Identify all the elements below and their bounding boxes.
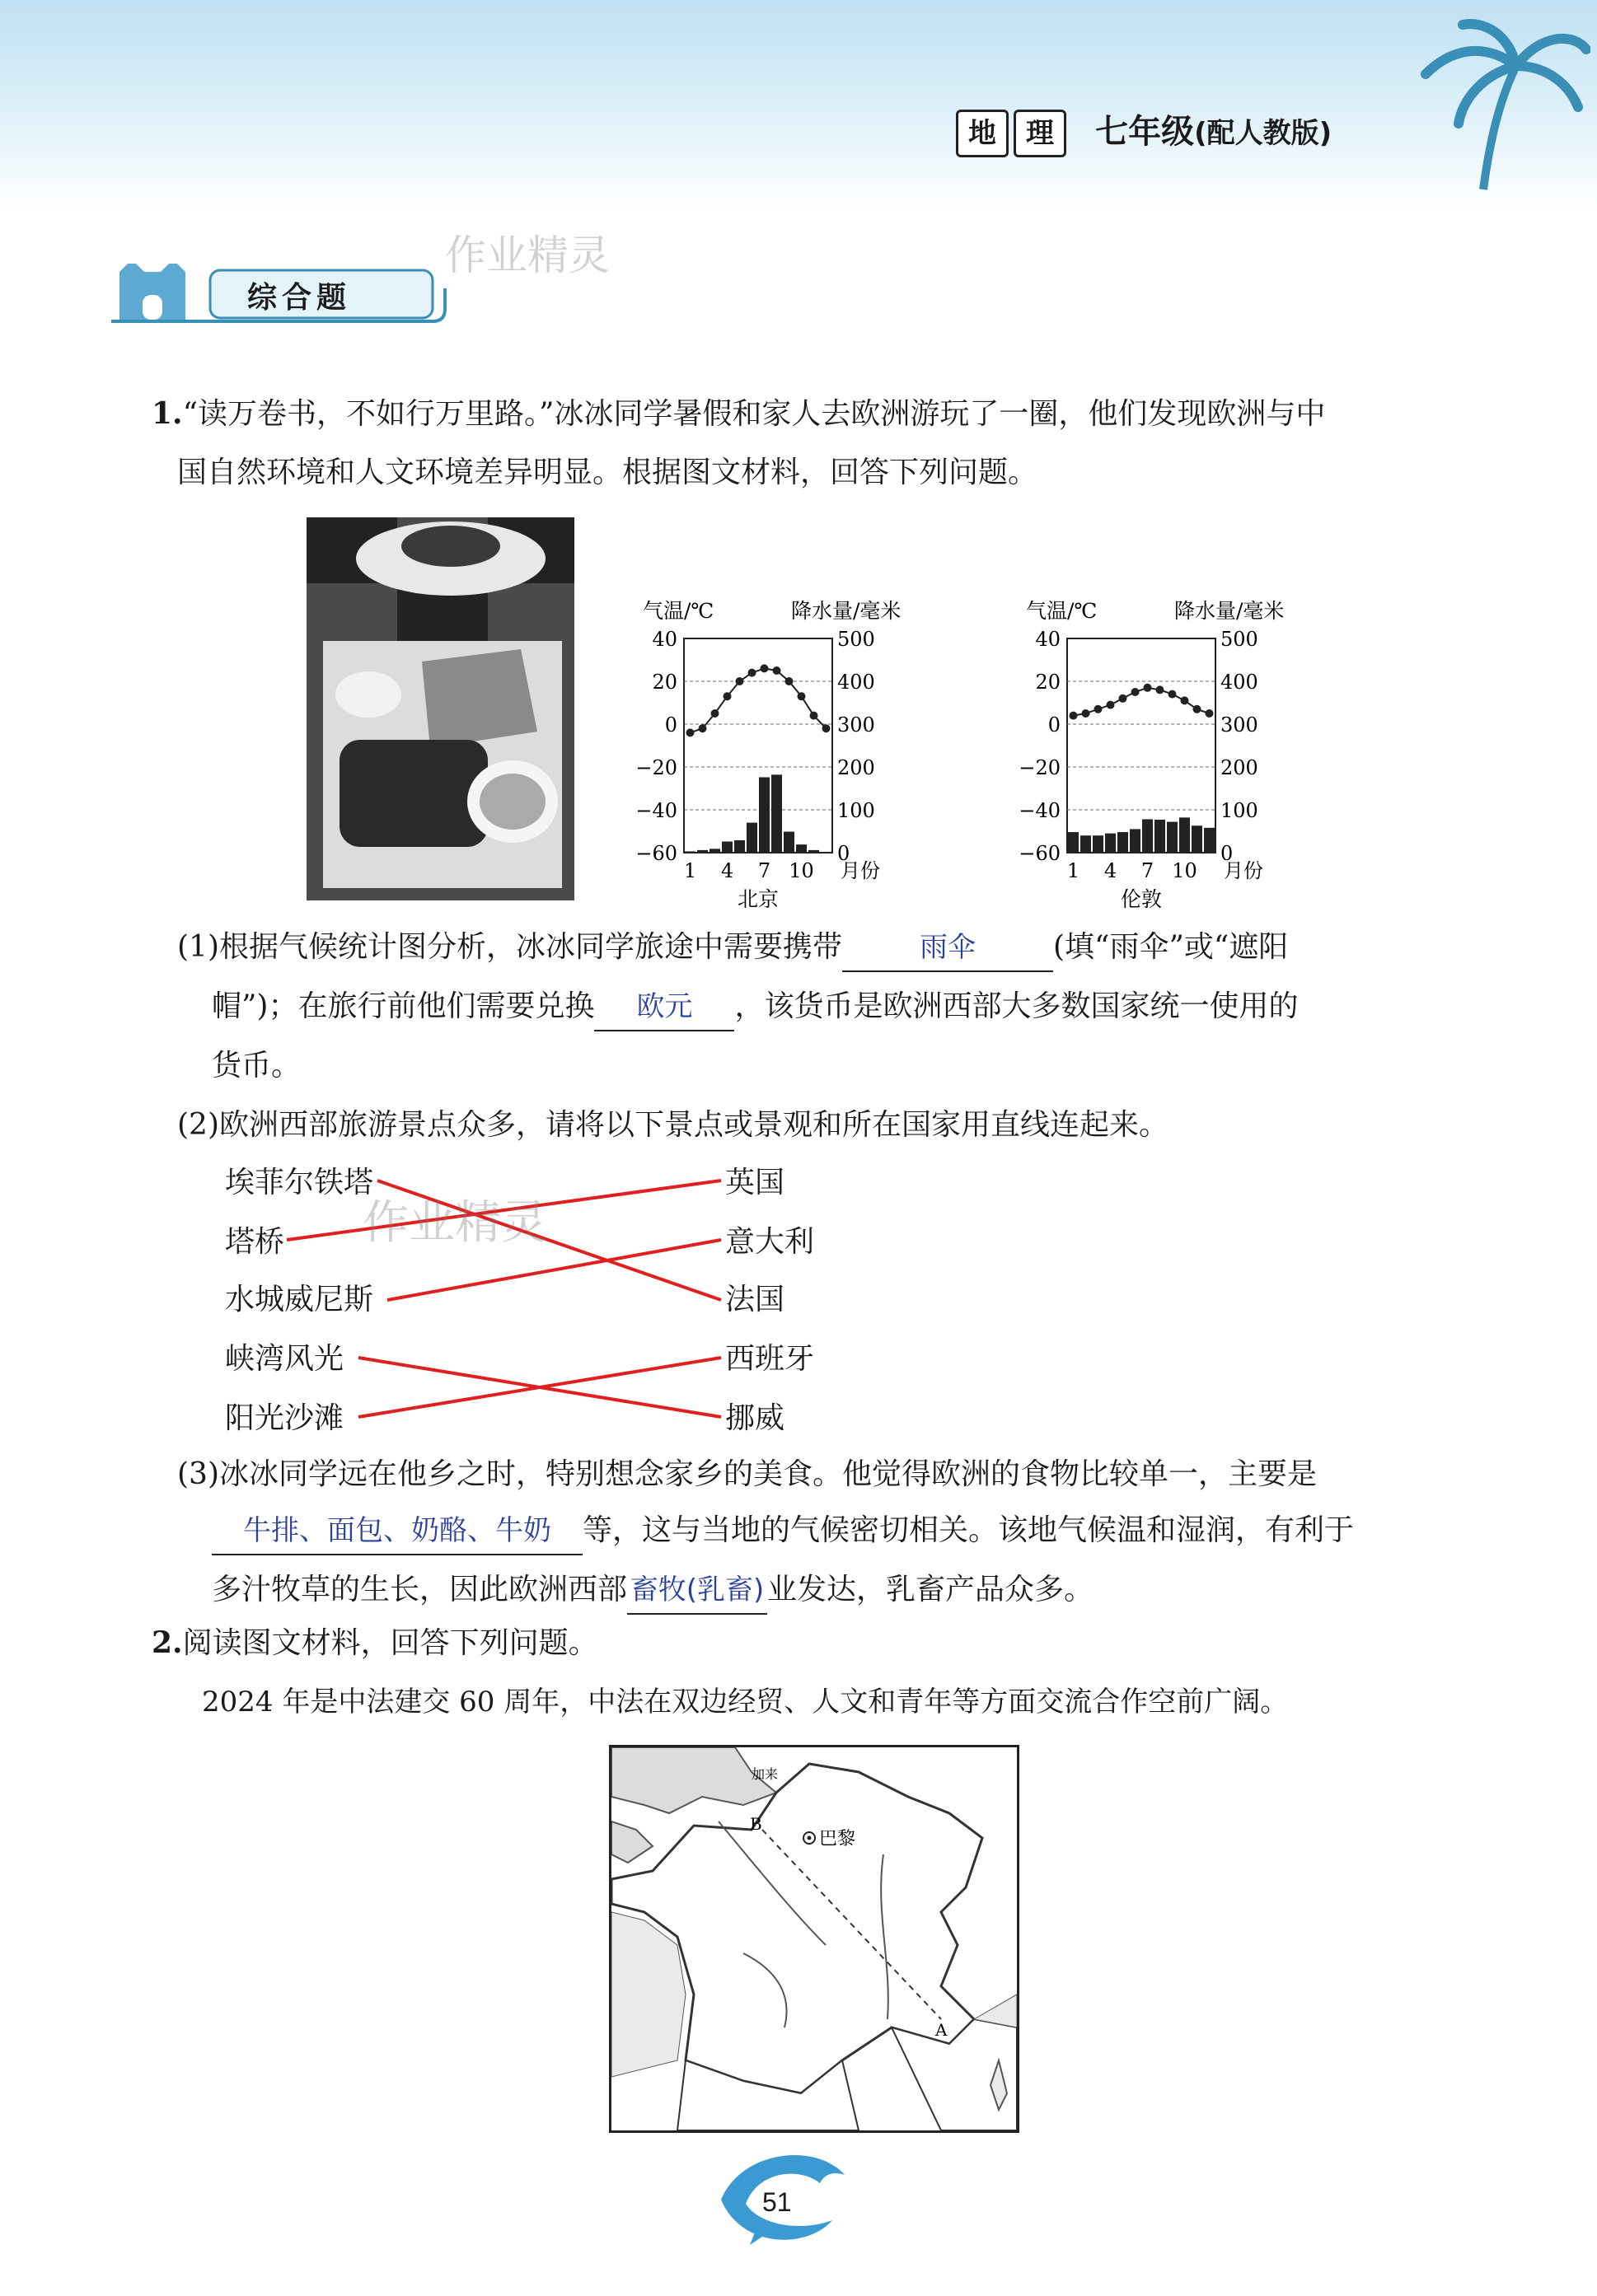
subject-char-1: 地 <box>956 110 1009 157</box>
chart-0-precip-tick: 100 <box>837 799 875 822</box>
q1-p3-text-c: 多汁牧草的生长，因此欧洲西部 <box>212 1573 628 1606</box>
chart-0-precip-tick: 400 <box>837 671 875 694</box>
country-norway: 挪威 <box>725 1401 785 1435</box>
edition-label: (配人教版) <box>1194 117 1332 150</box>
chart-1-precip-tick: 100 <box>1220 799 1258 822</box>
q1-stem-text-1: “读万卷书，不如行万里路。”冰冰同学暑假和家人去欧洲游玩了一圈，他们发现欧洲与中 <box>182 397 1326 431</box>
chart-1-precip-tick: 500 <box>1220 628 1258 651</box>
q1-p1-answer-2: 欧元 <box>636 990 693 1023</box>
map-label-paris: 巴黎 <box>819 1829 856 1849</box>
chart-1-title: 伦敦 <box>1120 887 1163 911</box>
chart-1-x-tick: 10 <box>1172 859 1197 882</box>
place-eiffel-tower: 埃菲尔铁塔 <box>225 1166 374 1199</box>
chart-0-precip-tick: 300 <box>837 713 875 736</box>
chart-1-precip-tick: 300 <box>1220 713 1258 736</box>
chart-1-precip-tick: 0 <box>1220 842 1234 865</box>
map-label-a: A <box>935 2020 948 2040</box>
chart-0-x-tick: 7 <box>757 859 771 882</box>
q1-p1-answer-1: 雨伞 <box>920 931 976 964</box>
chart-1-temp-tick: 40 <box>1035 628 1061 651</box>
chart-0-title: 北京 <box>737 887 780 911</box>
chart-0-x-unit: 月份 <box>841 859 880 882</box>
q1-p3-answer-1: 牛排、面包、奶酪、牛奶 <box>243 1514 551 1547</box>
q1-p3-text-d: 业发达，乳畜产品众多。 <box>767 1573 1094 1606</box>
chart-0-right-axis-title: 降水量/毫米 <box>791 599 902 623</box>
q2-material: 2024 年是中法建交 60 周年，中法在双边经贸、人文和青年等方面交流合作空前广阔。 <box>202 1686 1289 1718</box>
q1-part3-line2 <box>212 1508 1464 1555</box>
chart-1-right-axis-title: 降水量/毫米 <box>1174 599 1285 623</box>
chart-1-temp-tick: −20 <box>1019 756 1061 779</box>
country-france: 法国 <box>725 1283 785 1316</box>
q2-number: 2. <box>152 1625 183 1660</box>
chart-1-left-axis-title: 气温/℃ <box>1026 599 1098 623</box>
chart-0-precip-tick: 200 <box>837 756 875 779</box>
chart-1-temp-tick: −40 <box>1019 799 1061 822</box>
chart-0-temp-tick: −20 <box>635 756 677 779</box>
q1-p1-text-e: 货币。 <box>212 1049 302 1083</box>
q2-stem <box>152 1620 598 1667</box>
map-label-b: B <box>750 1814 762 1834</box>
q1-p1-text-b: (填“雨伞”或“遮阳 <box>1053 930 1289 964</box>
chart-1-temp-tick: 20 <box>1035 671 1061 694</box>
q1-p3-answer-blank-1[interactable] <box>212 1508 583 1555</box>
chart-0-x-tick: 4 <box>720 859 734 882</box>
chart-0-temp-tick: 40 <box>652 628 677 651</box>
chart-0-x-tick: 10 <box>789 859 814 882</box>
chart-0-left-axis-title: 气温/℃ <box>643 599 714 623</box>
chart-0-temp-tick: −60 <box>635 842 677 865</box>
country-italy: 意大利 <box>725 1225 815 1259</box>
q1-p3-text-b: 等，这与当地的气候密切相关。该地气候温和湿润，有利于 <box>583 1513 1355 1547</box>
q1-p3-answer-2: 畜牧(乳畜) <box>630 1574 765 1606</box>
grade-label: 七年级 <box>1095 113 1195 151</box>
q1-p3-answer-blank-2[interactable] <box>627 1567 767 1615</box>
place-sunny-beach: 阳光沙滩 <box>225 1401 344 1435</box>
q1-p3-text-a: (3)冰冰同学远在他乡之时，特别想念家乡的美食。他觉得欧洲的食物比较单一，主要是 <box>177 1457 1317 1491</box>
country-uk: 英国 <box>725 1166 785 1199</box>
place-tower-bridge: 塔桥 <box>225 1225 285 1259</box>
chart-1-x-tick: 1 <box>1066 859 1080 882</box>
place-venice: 水城威尼斯 <box>225 1283 374 1316</box>
q1-part2: (2)欧洲西部旅游景点众多，请将以下景点或景观和所在国家用直线连起来。 <box>177 1108 1168 1142</box>
chart-1-x-unit: 月份 <box>1224 859 1263 882</box>
place-fjords: 峡湾风光 <box>225 1342 344 1376</box>
q1-p1-text-d: ，该货币是欧洲西部大多数国家统一使用的 <box>734 989 1299 1023</box>
section-title: 综合题 <box>247 280 352 315</box>
q1-part3-line3 <box>212 1567 1464 1615</box>
chart-1-precip-tick: 200 <box>1220 756 1258 779</box>
chart-0-temp-tick: 20 <box>652 671 677 694</box>
chart-0-x-tick: 1 <box>683 859 697 882</box>
chart-1-x-tick: 7 <box>1140 859 1154 882</box>
q1-stem-line2: 国自然环境和人文环境差异明显。根据图文材料，回答下列问题。 <box>177 456 1038 489</box>
chart-1-temp-tick: −60 <box>1019 842 1061 865</box>
chart-0-precip-tick: 0 <box>837 842 850 865</box>
watermark-text: 作业精灵 <box>445 231 610 279</box>
q2-stem-text: 阅读图文材料，回答下列问题。 <box>182 1626 598 1660</box>
q1-p1-text-c: 帽”)；在旅行前他们需要兑换 <box>212 989 595 1023</box>
france-map <box>609 1745 1019 2133</box>
watermark-text-2: 作业精灵 <box>363 1196 547 1250</box>
chart-0-temp-tick: 0 <box>664 713 677 736</box>
country-spain: 西班牙 <box>725 1342 815 1376</box>
q1-p1-text-a: (1)根据气候统计图分析，冰冰同学旅途中需要携带 <box>177 930 842 964</box>
chart-1-x-tick: 4 <box>1103 859 1117 882</box>
map-label-calais: 加来 <box>752 1766 779 1782</box>
chart-1-precip-tick: 400 <box>1220 671 1258 694</box>
chart-1-temp-tick: 0 <box>1047 713 1061 736</box>
q1-number: 1. <box>152 396 183 431</box>
chart-0-precip-tick: 500 <box>837 628 875 651</box>
subject-char-2: 理 <box>1014 110 1066 157</box>
page-number: 51 <box>762 2187 792 2217</box>
chart-0-temp-tick: −40 <box>635 799 677 822</box>
